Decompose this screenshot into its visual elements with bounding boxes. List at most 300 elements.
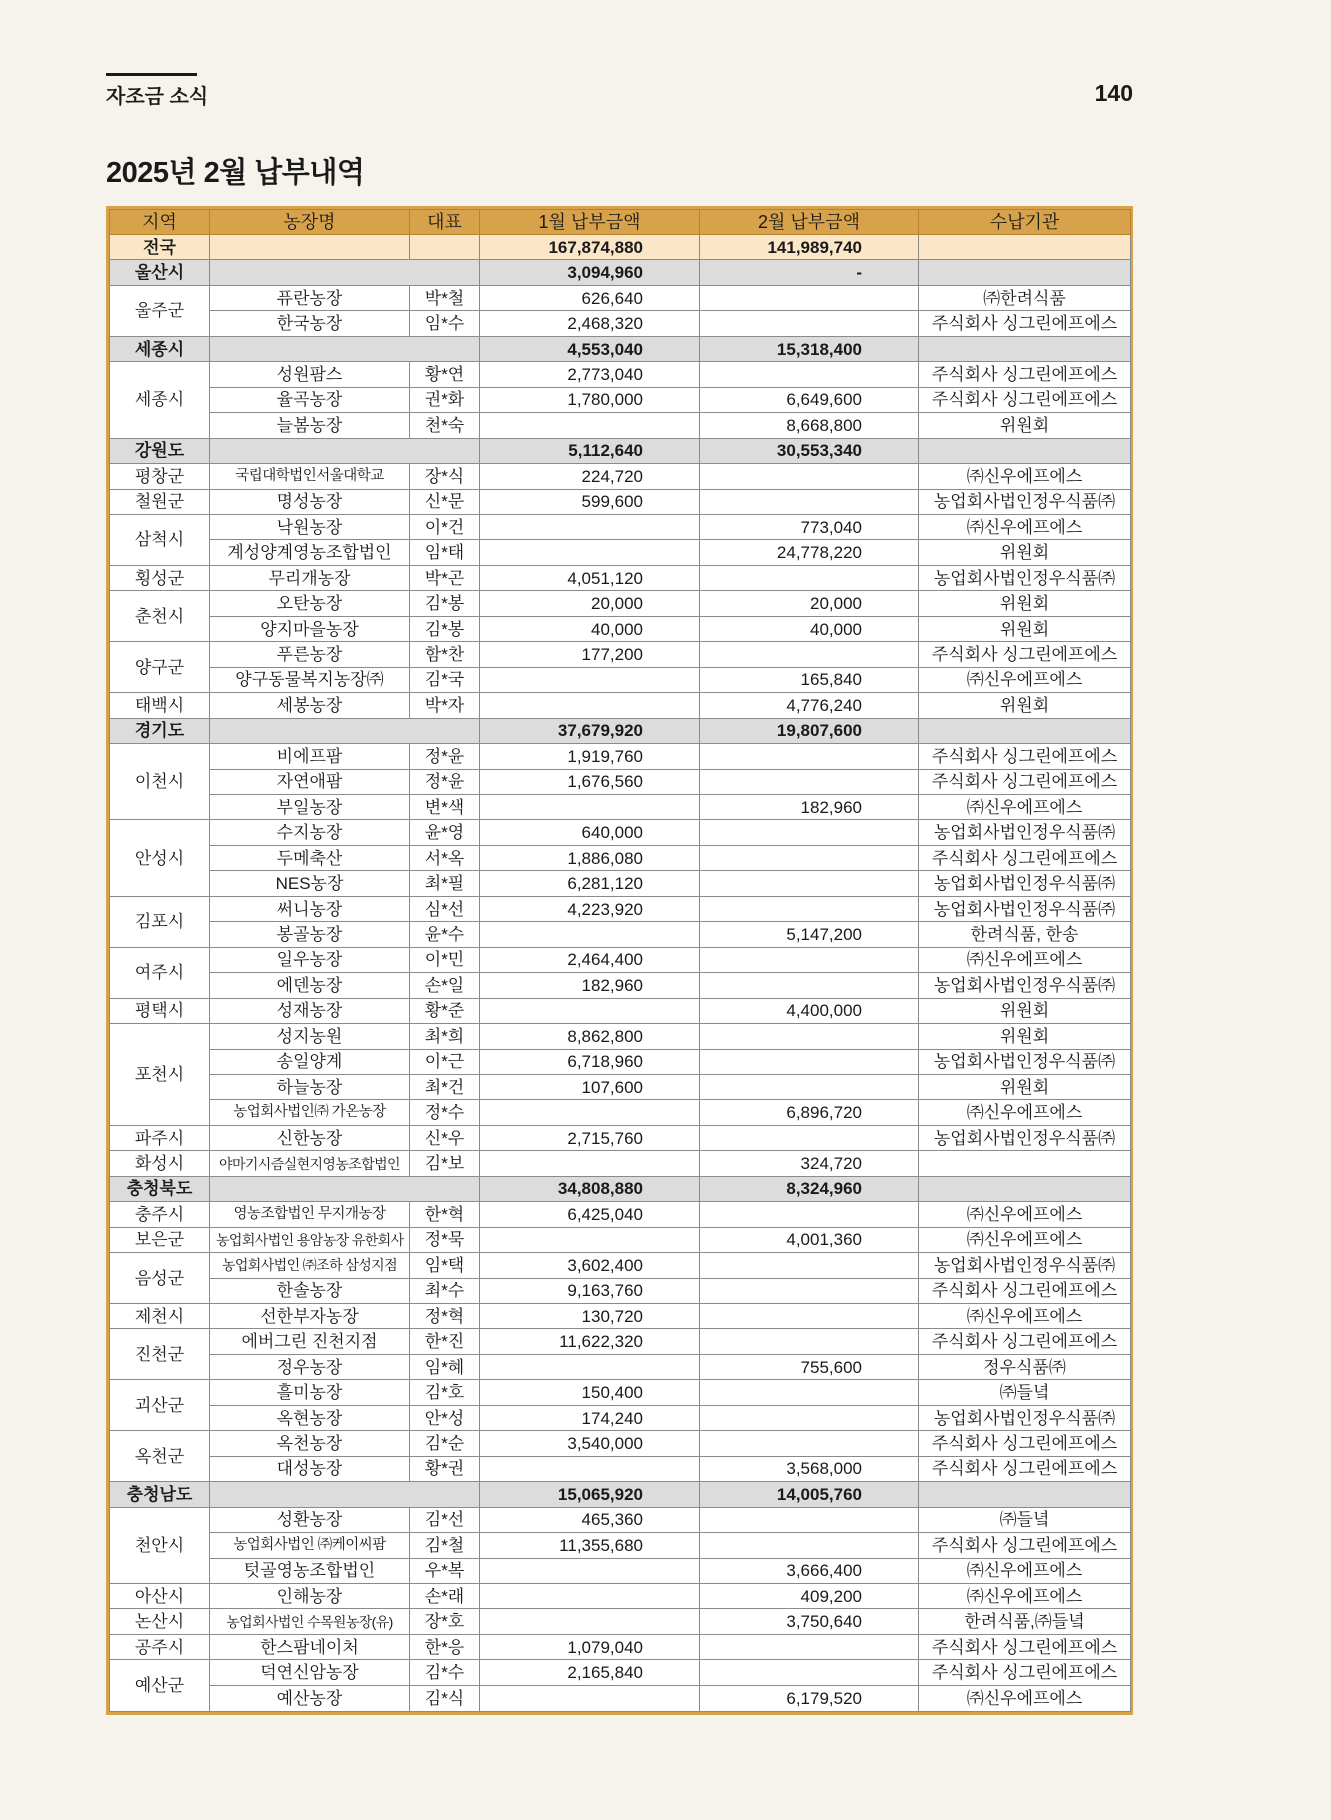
province-feb: 15,318,400	[700, 336, 919, 361]
table-row	[110, 1634, 1131, 1659]
region-cell: 보은군	[110, 1227, 210, 1252]
table-row	[110, 591, 1131, 616]
representative: 최*필	[410, 871, 480, 896]
jan-amount: 4,223,920	[480, 896, 700, 921]
jan-amount: 1,079,040	[480, 1634, 700, 1659]
province-agency-cell	[919, 336, 1131, 361]
col-header-agency: 수납기관	[919, 210, 1131, 235]
feb-amount	[700, 1507, 919, 1532]
table-row	[110, 489, 1131, 514]
farm-name: 율곡농장	[210, 387, 410, 412]
col-header-region: 지역	[110, 210, 210, 235]
jan-amount	[480, 1558, 700, 1583]
representative: 김*철	[410, 1533, 480, 1558]
representative: 정*윤	[410, 769, 480, 794]
table-row	[110, 514, 1131, 539]
agency: 주식회사 싱그린에프에스	[919, 744, 1131, 769]
total-row	[110, 235, 1131, 260]
farm-name: 농업회사법인 수목원농장(유)	[210, 1609, 410, 1634]
representative: 황*연	[410, 362, 480, 387]
agency: 농업회사법인정우식품㈜	[919, 896, 1131, 921]
jan-amount: 6,425,040	[480, 1202, 700, 1227]
farm-name: 대성농장	[210, 1456, 410, 1481]
jan-amount	[480, 998, 700, 1023]
farm-name: 하늘농장	[210, 1074, 410, 1099]
representative: 우*복	[410, 1558, 480, 1583]
table-row	[110, 311, 1131, 336]
feb-amount	[700, 820, 919, 845]
table-row	[110, 1660, 1131, 1685]
jan-amount: 465,360	[480, 1507, 700, 1532]
region-cell: 논산시	[110, 1609, 210, 1634]
agency: 농업회사법인정우식품㈜	[919, 973, 1131, 998]
farm-name: 농업회사법인 용암농장 유한회사	[210, 1227, 410, 1252]
feb-amount	[700, 1431, 919, 1456]
jan-amount: 2,165,840	[480, 1660, 700, 1685]
agency: 농업회사법인정우식품㈜	[919, 1253, 1131, 1278]
feb-amount: 3,666,400	[700, 1558, 919, 1583]
representative: 황*권	[410, 1456, 480, 1481]
table-row	[110, 1456, 1131, 1481]
header-rule	[106, 73, 197, 76]
representative: 이*민	[410, 947, 480, 972]
feb-amount	[700, 464, 919, 489]
jan-amount: 3,602,400	[480, 1253, 700, 1278]
table-row	[110, 464, 1131, 489]
farm-name: 성재농장	[210, 998, 410, 1023]
farm-name: 퓨란농장	[210, 285, 410, 310]
province-blank-cell	[210, 1176, 480, 1201]
farm-name: 써니농장	[210, 896, 410, 921]
table-row	[110, 922, 1131, 947]
representative: 윤*영	[410, 820, 480, 845]
representative: 권*화	[410, 387, 480, 412]
jan-amount: 6,718,960	[480, 1049, 700, 1074]
farm-name: 자연애팜	[210, 769, 410, 794]
feb-amount	[700, 1380, 919, 1405]
jan-amount: 107,600	[480, 1074, 700, 1099]
table-row	[110, 667, 1131, 692]
representative: 손*일	[410, 973, 480, 998]
representative: 김*식	[410, 1685, 480, 1711]
farm-name: 에버그린 진천지점	[210, 1329, 410, 1354]
province-blank-cell	[210, 718, 480, 743]
farm-name: 성원팜스	[210, 362, 410, 387]
representative: 김*수	[410, 1660, 480, 1685]
representative: 정*수	[410, 1100, 480, 1125]
farm-name: 두메축산	[210, 845, 410, 870]
province-name: 세종시	[110, 336, 210, 361]
jan-amount: 599,600	[480, 489, 700, 514]
jan-amount: 20,000	[480, 591, 700, 616]
feb-amount: 3,568,000	[700, 1456, 919, 1481]
representative: 심*선	[410, 896, 480, 921]
agency: 주식회사 싱그린에프에스	[919, 1431, 1131, 1456]
table-row	[110, 1431, 1131, 1456]
agency: ㈜신우에프에스	[919, 514, 1131, 539]
province-agency-cell	[919, 1176, 1131, 1201]
jan-amount: 150,400	[480, 1380, 700, 1405]
representative: 안*성	[410, 1405, 480, 1430]
province-name: 충청남도	[110, 1482, 210, 1507]
feb-amount	[700, 362, 919, 387]
total-agency-cell	[919, 235, 1131, 260]
province-name: 울산시	[110, 260, 210, 285]
farm-name: 야마기시즘실현지영농조합법인	[210, 1151, 410, 1176]
table-row	[110, 1685, 1131, 1711]
table-row	[110, 362, 1131, 387]
agency: 농업회사법인정우식품㈜	[919, 1049, 1131, 1074]
province-row	[110, 718, 1131, 743]
feb-amount	[700, 1660, 919, 1685]
feb-amount: 773,040	[700, 514, 919, 539]
region-cell: 세종시	[110, 362, 210, 438]
section-label: 자조금 소식	[106, 86, 209, 108]
table-row	[110, 1125, 1131, 1150]
province-row	[110, 1176, 1131, 1201]
agency: ㈜한려식품	[919, 285, 1131, 310]
table-row	[110, 744, 1131, 769]
farm-name: 옥현농장	[210, 1405, 410, 1430]
farm-name: 에덴농장	[210, 973, 410, 998]
agency: ㈜신우에프에스	[919, 464, 1131, 489]
region-cell: 천안시	[110, 1507, 210, 1583]
feb-amount: 24,778,220	[700, 540, 919, 565]
agency: ㈜신우에프에스	[919, 1100, 1131, 1125]
representative: 최*수	[410, 1278, 480, 1303]
jan-amount	[480, 667, 700, 692]
feb-amount	[700, 1125, 919, 1150]
province-row	[110, 438, 1131, 463]
feb-amount	[700, 1253, 919, 1278]
farm-name: 신한농장	[210, 1125, 410, 1150]
region-cell: 태백시	[110, 693, 210, 718]
feb-amount	[700, 1049, 919, 1074]
representative: 천*숙	[410, 413, 480, 438]
farm-name: 계성양계영농조합법인	[210, 540, 410, 565]
region-cell: 평택시	[110, 998, 210, 1023]
farm-name: 비에프팜	[210, 744, 410, 769]
agency: 위원회	[919, 1024, 1131, 1049]
representative: 김*순	[410, 1431, 480, 1456]
jan-amount	[480, 794, 700, 819]
total-jan: 167,874,880	[480, 235, 700, 260]
jan-amount	[480, 1685, 700, 1711]
agency: 주식회사 싱그린에프에스	[919, 362, 1131, 387]
region-cell: 공주시	[110, 1634, 210, 1659]
table-row	[110, 1253, 1131, 1278]
farm-name: 영농조합법인 무지개농장	[210, 1202, 410, 1227]
feb-amount	[700, 947, 919, 972]
representative: 김*봉	[410, 591, 480, 616]
agency: ㈜신우에프에스	[919, 667, 1131, 692]
jan-amount: 640,000	[480, 820, 700, 845]
total-feb: 141,989,740	[700, 235, 919, 260]
feb-amount: 4,001,360	[700, 1227, 919, 1252]
representative: 김*선	[410, 1507, 480, 1532]
representative: 박*곤	[410, 565, 480, 590]
province-jan: 37,679,920	[480, 718, 700, 743]
feb-amount: 8,668,800	[700, 413, 919, 438]
agency: 농업회사법인정우식품㈜	[919, 565, 1131, 590]
payment-table-frame	[106, 206, 1133, 1715]
representative: 정*묵	[410, 1227, 480, 1252]
jan-amount: 8,862,800	[480, 1024, 700, 1049]
agency: 주식회사 싱그린에프에스	[919, 845, 1131, 870]
farm-name: 송일양계	[210, 1049, 410, 1074]
table-row	[110, 1354, 1131, 1379]
document-title: 2025년 2월 납부내역	[106, 157, 365, 189]
province-name: 강원도	[110, 438, 210, 463]
representative: 임*혜	[410, 1354, 480, 1379]
agency: ㈜들녘	[919, 1507, 1131, 1532]
province-feb: -	[700, 260, 919, 285]
representative: 박*자	[410, 693, 480, 718]
jan-amount: 4,051,120	[480, 565, 700, 590]
jan-amount: 3,540,000	[480, 1431, 700, 1456]
feb-amount	[700, 1202, 919, 1227]
feb-amount: 6,179,520	[700, 1685, 919, 1711]
jan-amount	[480, 922, 700, 947]
agency: 주식회사 싱그린에프에스	[919, 1456, 1131, 1481]
province-blank-cell	[210, 438, 480, 463]
feb-amount	[700, 744, 919, 769]
feb-amount: 165,840	[700, 667, 919, 692]
payment-table	[109, 209, 1131, 1712]
representative: 김*보	[410, 1151, 480, 1176]
feb-amount	[700, 489, 919, 514]
jan-amount	[480, 1354, 700, 1379]
farm-name: 무리개농장	[210, 565, 410, 590]
table-row	[110, 1405, 1131, 1430]
representative: 신*문	[410, 489, 480, 514]
table-row	[110, 1304, 1131, 1329]
farm-name: 양구동물복지농장㈜	[210, 667, 410, 692]
agency: 주식회사 싱그린에프에스	[919, 1634, 1131, 1659]
jan-amount: 40,000	[480, 616, 700, 641]
province-row	[110, 260, 1131, 285]
farm-name: 한솔농장	[210, 1278, 410, 1303]
jan-amount: 177,200	[480, 642, 700, 667]
agency: 주식회사 싱그린에프에스	[919, 769, 1131, 794]
agency: ㈜신우에프에스	[919, 794, 1131, 819]
representative: 신*우	[410, 1125, 480, 1150]
representative: 최*희	[410, 1024, 480, 1049]
farm-name: 명성농장	[210, 489, 410, 514]
province-jan: 5,112,640	[480, 438, 700, 463]
table-body	[110, 235, 1131, 1712]
province-agency-cell	[919, 1482, 1131, 1507]
col-header-jan: 1월 납부금액	[480, 210, 700, 235]
region-cell: 옥천군	[110, 1431, 210, 1482]
region-cell: 김포시	[110, 896, 210, 947]
representative: 변*색	[410, 794, 480, 819]
farm-name: 양지마을농장	[210, 616, 410, 641]
total-label: 전국	[110, 235, 210, 260]
region-cell: 충주시	[110, 1202, 210, 1227]
table-row	[110, 413, 1131, 438]
region-cell: 아산시	[110, 1584, 210, 1609]
jan-amount	[480, 1227, 700, 1252]
agency: ㈜신우에프에스	[919, 1584, 1131, 1609]
agency: 농업회사법인정우식품㈜	[919, 1125, 1131, 1150]
feb-amount	[700, 1278, 919, 1303]
table-row	[110, 1151, 1131, 1176]
table-row	[110, 820, 1131, 845]
table-row	[110, 387, 1131, 412]
table-row	[110, 1584, 1131, 1609]
col-header-rep: 대표	[410, 210, 480, 235]
province-blank-cell	[210, 1482, 480, 1507]
table-row	[110, 1329, 1131, 1354]
table-row	[110, 1609, 1131, 1634]
jan-amount	[480, 1100, 700, 1125]
jan-amount	[480, 693, 700, 718]
table-row	[110, 769, 1131, 794]
province-feb: 8,324,960	[700, 1176, 919, 1201]
farm-name: 한국농장	[210, 311, 410, 336]
province-feb: 14,005,760	[700, 1482, 919, 1507]
farm-name: 농업회사법인 ㈜케이씨팜	[210, 1533, 410, 1558]
feb-amount: 409,200	[700, 1584, 919, 1609]
farm-name: 예산농장	[210, 1685, 410, 1711]
table-row	[110, 1380, 1131, 1405]
agency: 주식회사 싱그린에프에스	[919, 1329, 1131, 1354]
region-cell: 예산군	[110, 1660, 210, 1712]
jan-amount: 1,919,760	[480, 744, 700, 769]
region-cell: 화성시	[110, 1151, 210, 1176]
agency: 주식회사 싱그린에프에스	[919, 1660, 1131, 1685]
farm-name: 텃골영농조합법인	[210, 1558, 410, 1583]
province-blank-cell	[210, 260, 480, 285]
table-row	[110, 973, 1131, 998]
region-cell: 진천군	[110, 1329, 210, 1380]
farm-name: 농업회사법인 ㈜조하 삼성지점	[210, 1253, 410, 1278]
feb-amount	[700, 845, 919, 870]
agency: 주식회사 싱그린에프에스	[919, 1533, 1131, 1558]
representative: 임*택	[410, 1253, 480, 1278]
table-row	[110, 871, 1131, 896]
region-cell: 철원군	[110, 489, 210, 514]
jan-amount: 130,720	[480, 1304, 700, 1329]
agency	[919, 1151, 1131, 1176]
table-row	[110, 794, 1131, 819]
feb-amount	[700, 896, 919, 921]
jan-amount: 11,355,680	[480, 1533, 700, 1558]
province-feb: 30,553,340	[700, 438, 919, 463]
total-rep-cell	[410, 235, 480, 260]
agency: ㈜신우에프에스	[919, 1227, 1131, 1252]
table-row	[110, 540, 1131, 565]
table-row	[110, 642, 1131, 667]
agency: ㈜신우에프에스	[919, 1685, 1131, 1711]
feb-amount: 6,896,720	[700, 1100, 919, 1125]
province-agency-cell	[919, 718, 1131, 743]
representative: 정*혁	[410, 1304, 480, 1329]
region-cell: 괴산군	[110, 1380, 210, 1431]
agency: 위원회	[919, 540, 1131, 565]
agency: 위원회	[919, 591, 1131, 616]
feb-amount: 40,000	[700, 616, 919, 641]
col-header-feb: 2월 납부금액	[700, 210, 919, 235]
province-jan: 15,065,920	[480, 1482, 700, 1507]
province-jan: 4,553,040	[480, 336, 700, 361]
representative: 손*래	[410, 1584, 480, 1609]
farm-name: 일우농장	[210, 947, 410, 972]
farm-name: 봉골농장	[210, 922, 410, 947]
farm-name: 농업회사법인㈜ 가온농장	[210, 1100, 410, 1125]
representative: 서*옥	[410, 845, 480, 870]
farm-name: 성지농원	[210, 1024, 410, 1049]
region-cell: 파주시	[110, 1125, 210, 1150]
farm-name: 국립대학법인서울대학교	[210, 464, 410, 489]
province-name: 경기도	[110, 718, 210, 743]
jan-amount: 2,715,760	[480, 1125, 700, 1150]
jan-amount: 224,720	[480, 464, 700, 489]
farm-name: 옥천농장	[210, 1431, 410, 1456]
farm-name: 선한부자농장	[210, 1304, 410, 1329]
representative: 임*태	[410, 540, 480, 565]
province-agency-cell	[919, 260, 1131, 285]
feb-amount	[700, 1634, 919, 1659]
agency: 농업회사법인정우식품㈜	[919, 489, 1131, 514]
table-row	[110, 1278, 1131, 1303]
farm-name: 푸른농장	[210, 642, 410, 667]
table-row	[110, 896, 1131, 921]
agency: 위원회	[919, 693, 1131, 718]
jan-amount: 1,886,080	[480, 845, 700, 870]
table-row	[110, 1507, 1131, 1532]
feb-amount: 324,720	[700, 1151, 919, 1176]
jan-amount: 2,468,320	[480, 311, 700, 336]
representative: 황*준	[410, 998, 480, 1023]
jan-amount	[480, 514, 700, 539]
province-agency-cell	[919, 438, 1131, 463]
region-cell: 제천시	[110, 1304, 210, 1329]
agency: ㈜신우에프에스	[919, 1558, 1131, 1583]
farm-name: 늘봄농장	[210, 413, 410, 438]
representative: 장*호	[410, 1609, 480, 1634]
feb-amount: 4,776,240	[700, 693, 919, 718]
agency: 위원회	[919, 1074, 1131, 1099]
agency: 주식회사 싱그린에프에스	[919, 387, 1131, 412]
representative: 최*건	[410, 1074, 480, 1099]
agency: 한려식품, 한송	[919, 922, 1131, 947]
province-jan: 34,808,880	[480, 1176, 700, 1201]
representative: 한*진	[410, 1329, 480, 1354]
region-cell: 횡성군	[110, 565, 210, 590]
jan-amount	[480, 1151, 700, 1176]
representative: 한*혁	[410, 1202, 480, 1227]
page-number: 140	[1094, 80, 1133, 106]
table-row	[110, 565, 1131, 590]
table-row	[110, 998, 1131, 1023]
representative: 한*응	[410, 1634, 480, 1659]
region-cell: 평창군	[110, 464, 210, 489]
feb-amount	[700, 769, 919, 794]
farm-name: 인해농장	[210, 1584, 410, 1609]
feb-amount	[700, 871, 919, 896]
representative: 김*호	[410, 1380, 480, 1405]
representative: 임*수	[410, 311, 480, 336]
table-row	[110, 693, 1131, 718]
feb-amount	[700, 565, 919, 590]
feb-amount	[700, 642, 919, 667]
province-jan: 3,094,960	[480, 260, 700, 285]
feb-amount	[700, 1074, 919, 1099]
col-header-farm: 농장명	[210, 210, 410, 235]
region-cell: 양구군	[110, 642, 210, 693]
